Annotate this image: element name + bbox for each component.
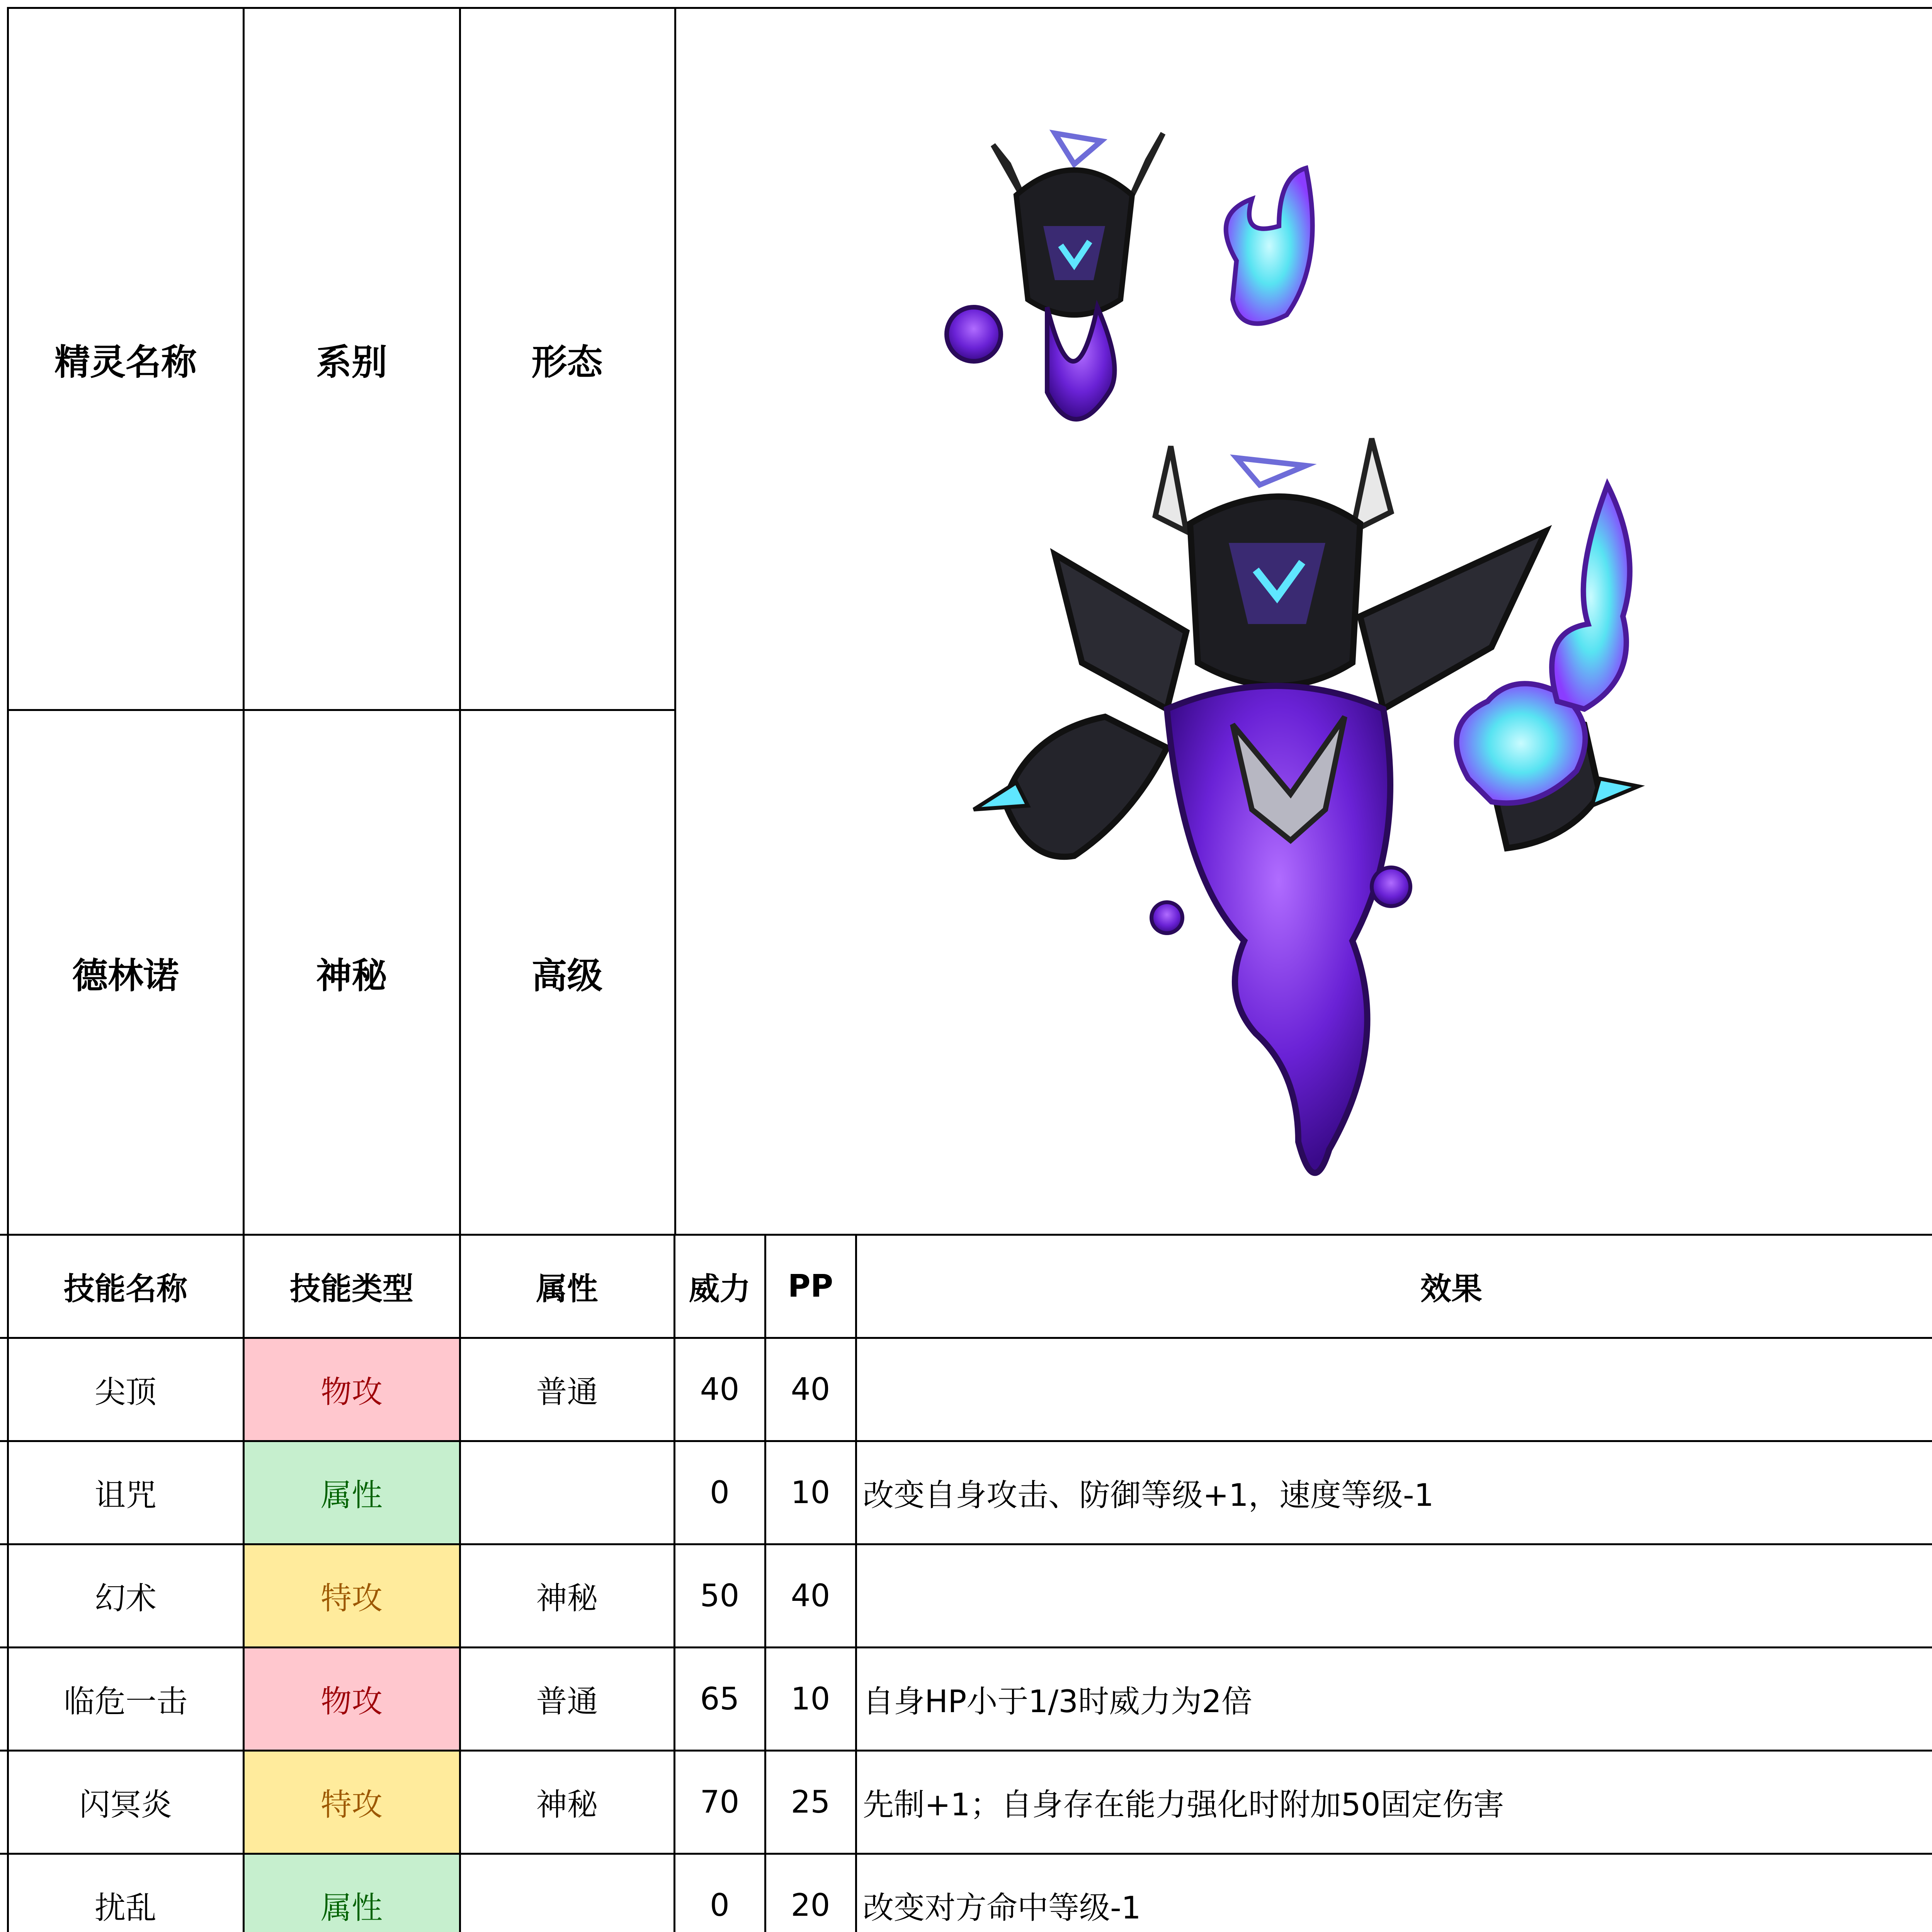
skill-attribute bbox=[460, 1854, 674, 1932]
skill-effect bbox=[856, 1544, 1932, 1647]
table-row bbox=[0, 1854, 1932, 1932]
skill-effect: 自身HP小于1/3时威力为2倍 bbox=[863, 1684, 1253, 1719]
skill-pp: 10 bbox=[791, 1475, 830, 1510]
skill-effect: 改变自身攻击、防御等级+1，速度等级-1 bbox=[863, 1477, 1434, 1513]
skills-header-row bbox=[0, 1235, 1932, 1338]
skill-type-badge: 属性 bbox=[243, 1441, 460, 1544]
skill-name: 扰乱 bbox=[95, 1890, 156, 1926]
skill-type-badge: 属性 bbox=[243, 1854, 460, 1932]
col-header-skill-type: 技能类型 bbox=[290, 1271, 413, 1307]
col-header-attribute: 属性 bbox=[536, 1271, 598, 1307]
type-label: 系别 bbox=[316, 342, 387, 383]
skill-pp: 25 bbox=[791, 1784, 830, 1820]
form-value: 高级 bbox=[531, 955, 603, 997]
form-label: 形态 bbox=[531, 342, 603, 383]
skill-type-badge: 特攻 bbox=[243, 1544, 460, 1647]
skill-effect: 先制+1；自身存在能力强化时附加50固定伤害 bbox=[863, 1787, 1504, 1823]
name-label: 精灵名称 bbox=[54, 342, 197, 383]
skill-attribute: 普通 bbox=[536, 1684, 598, 1719]
small-form bbox=[947, 133, 1313, 419]
col-header-pp: PP bbox=[787, 1268, 833, 1304]
skill-name: 临危一击 bbox=[64, 1684, 187, 1719]
skill-name: 诅咒 bbox=[95, 1477, 156, 1513]
skill-effect bbox=[856, 1338, 1932, 1441]
skill-pp: 40 bbox=[791, 1371, 830, 1407]
creature-illustration bbox=[676, 10, 1932, 1233]
col-header-effect: 效果 bbox=[1420, 1271, 1482, 1307]
table-row bbox=[0, 1441, 1932, 1544]
skill-pp: 40 bbox=[791, 1578, 830, 1614]
skill-name: 幻术 bbox=[95, 1580, 156, 1616]
creature-artwork bbox=[676, 10, 1932, 1233]
table-row bbox=[0, 1338, 1932, 1441]
skill-attribute: 神秘 bbox=[536, 1787, 598, 1823]
table-row bbox=[0, 1647, 1932, 1750]
skill-effect: 改变对方命中等级-1 bbox=[863, 1890, 1141, 1926]
skill-pp: 10 bbox=[791, 1681, 830, 1717]
table-row bbox=[0, 1750, 1932, 1854]
table-row bbox=[0, 1544, 1932, 1647]
skill-power: 70 bbox=[700, 1784, 740, 1820]
skill-attribute bbox=[460, 1441, 674, 1544]
skill-type-badge: 物攻 bbox=[243, 1647, 460, 1750]
skill-power: 40 bbox=[700, 1371, 740, 1407]
col-header-skill-name: 技能名称 bbox=[64, 1271, 187, 1307]
skill-name: 闪冥炎 bbox=[79, 1787, 172, 1823]
skill-pp: 20 bbox=[791, 1887, 830, 1923]
skill-attribute: 普通 bbox=[536, 1374, 598, 1410]
skill-type-badge: 特攻 bbox=[243, 1750, 460, 1854]
skill-name: 尖顶 bbox=[95, 1374, 156, 1410]
type-value: 神秘 bbox=[316, 955, 387, 997]
skill-attribute: 神秘 bbox=[536, 1580, 598, 1616]
skill-type-badge: 物攻 bbox=[243, 1338, 460, 1441]
skill-power: 0 bbox=[710, 1887, 730, 1923]
skill-power: 65 bbox=[700, 1681, 740, 1717]
skill-power: 0 bbox=[710, 1475, 730, 1510]
big-form bbox=[974, 439, 1638, 1173]
name-value: 德林诺 bbox=[72, 955, 179, 997]
col-header-power: 威力 bbox=[689, 1271, 751, 1307]
skill-power: 50 bbox=[700, 1578, 740, 1614]
